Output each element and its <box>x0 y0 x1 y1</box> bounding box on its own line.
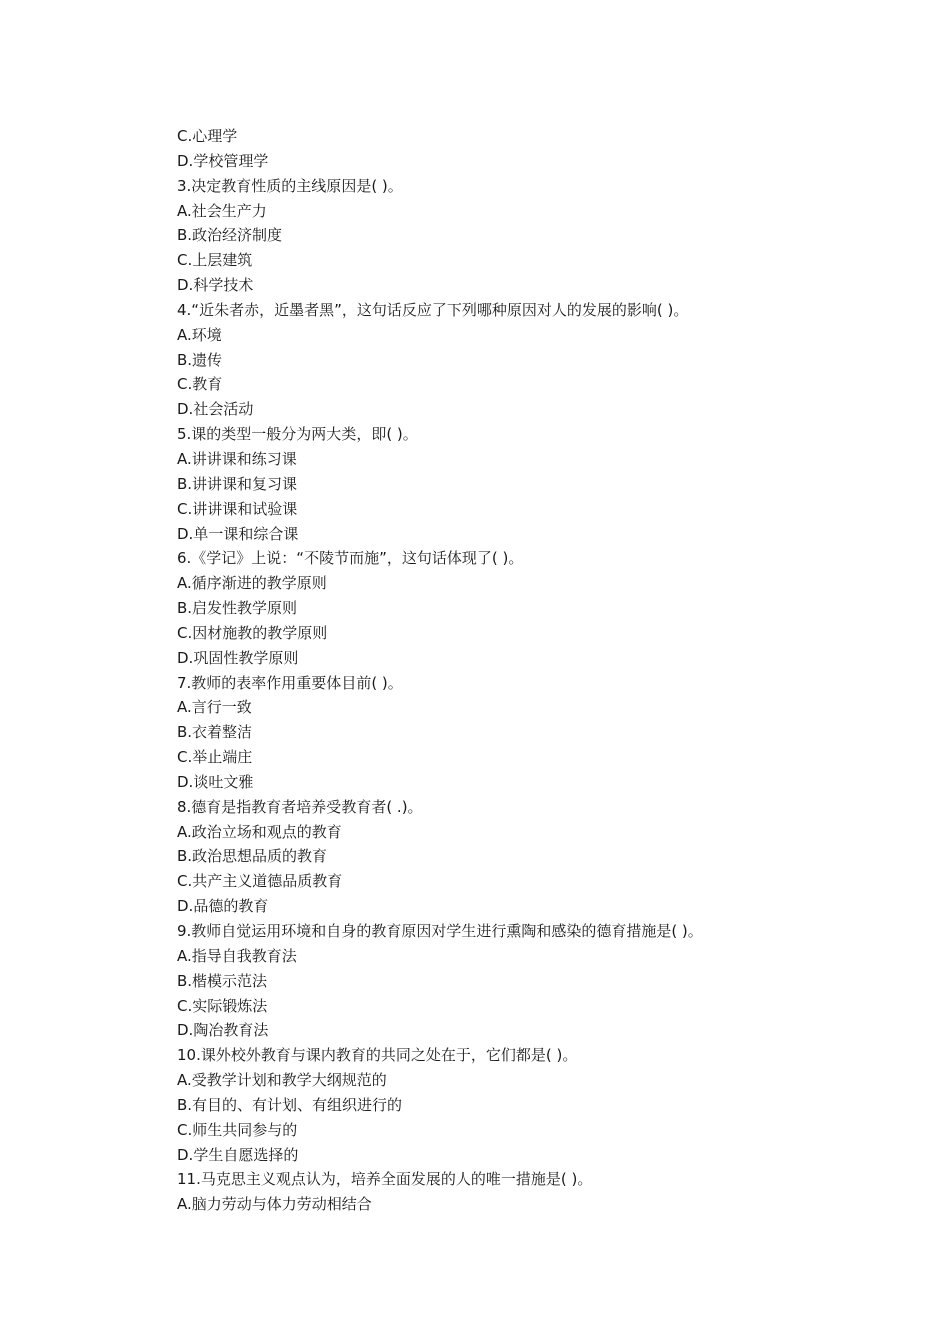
option-line: D.科学技术 <box>177 276 254 295</box>
text-line: D.学校管理学 <box>177 151 269 170</box>
option-line: C.实际锻炼法 <box>177 996 268 1015</box>
option-line: B.讲讲课和复习课 <box>177 474 298 493</box>
option-line: A.政治立场和观点的教育 <box>177 822 342 841</box>
option-line: A.循序渐进的教学原则 <box>177 574 327 593</box>
option-line: B.有目的、有计划、有组织进行的 <box>177 1095 403 1114</box>
option-line: C.因材施教的教学原则 <box>177 623 328 642</box>
question-line: 7.教师的表率作用重要体目前( )。 <box>177 673 403 692</box>
option-line: D.巩固性教学原则 <box>177 648 299 667</box>
option-line: C.共产主义道德品质教育 <box>177 872 343 891</box>
option-line: A.脑力劳动与体力劳动相结合 <box>177 1195 372 1214</box>
option-line: A.指导自我教育法 <box>177 946 297 965</box>
question-line: 5.课的类型一般分为两大类，即( )。 <box>177 425 418 444</box>
option-line: D.学生自愿选择的 <box>177 1145 299 1164</box>
option-line: B.政治思想品质的教育 <box>177 847 328 866</box>
text-line: C.心理学 <box>177 127 238 145</box>
option-line: B.启发性教学原则 <box>177 599 298 618</box>
question-line: 6.《学记》上说：“不陵节而施”，这句话体现了( )。 <box>177 549 524 568</box>
option-line: D.单一课和综合课 <box>177 524 299 543</box>
option-line: D.陶冶教育法 <box>177 1021 269 1040</box>
option-line: C.师生共同参与的 <box>177 1120 298 1139</box>
option-line: D.品德的教育 <box>177 897 269 916</box>
option-line: C.举止端庄 <box>177 748 253 767</box>
option-line: A.社会生产力 <box>177 201 267 220</box>
question-line: 11.马克思主义观点认为，培养全面发展的人的唯一措施是( )。 <box>177 1170 593 1189</box>
option-line: D.谈吐文雅 <box>177 772 254 791</box>
option-line: D.社会活动 <box>177 400 254 419</box>
option-line: C.教育 <box>177 375 223 394</box>
question-line: 3.决定教育性质的主线原因是( )。 <box>177 176 403 195</box>
option-line: B.政治经济制度 <box>177 226 283 245</box>
option-line: A.讲讲课和练习课 <box>177 449 297 468</box>
option-line: B.楷模示范法 <box>177 971 268 990</box>
option-line: B.衣着整洁 <box>177 723 253 742</box>
document-body <box>177 124 797 1217</box>
question-line: 10.课外校外教育与课内教育的共同之处在于，它们都是( )。 <box>177 1046 578 1065</box>
option-line: C.讲讲课和试验课 <box>177 499 298 518</box>
option-line: A.言行一致 <box>177 698 252 717</box>
option-line: B.遗传 <box>177 350 223 369</box>
question-line: 4.“近朱者赤，近墨者黑”，这句话反应了下列哪种原因对人的发展的影响( )。 <box>177 300 689 319</box>
option-line: C.上层建筑 <box>177 251 253 270</box>
option-line: A.环境 <box>177 325 222 344</box>
question-line: 9.教师自觉运用环境和自身的教育原因对学生进行熏陶和感染的德育措施是( )。 <box>177 922 703 940</box>
option-line: A.受教学计划和教学大纲规范的 <box>177 1071 387 1090</box>
question-line: 8.德育是指教育者培养受教育者( .)。 <box>177 797 423 816</box>
